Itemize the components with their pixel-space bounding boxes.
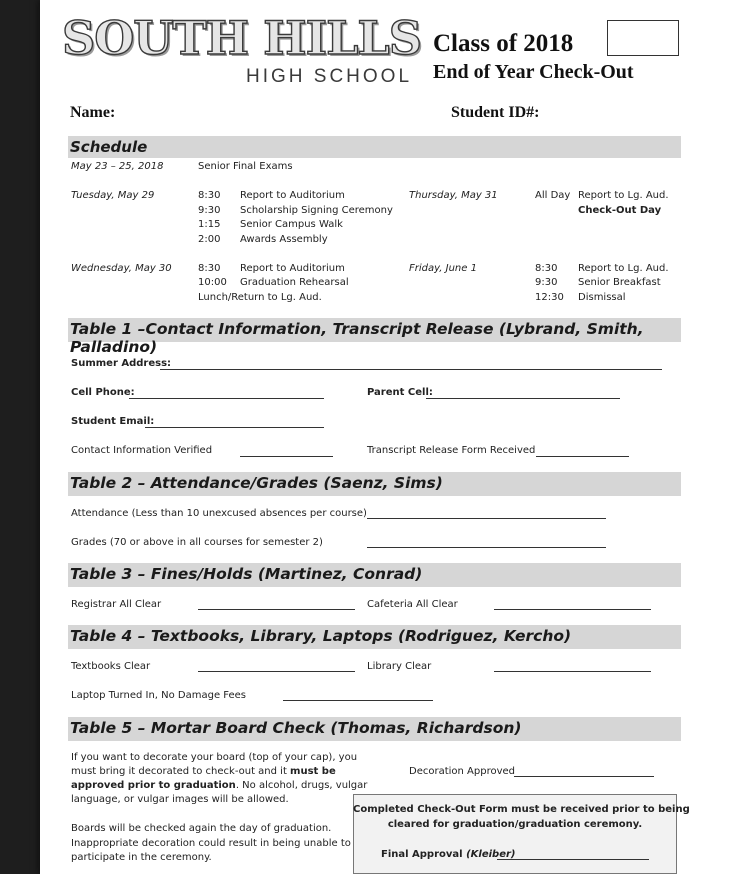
schedule-event: Senior Breakfast	[578, 277, 661, 288]
name-label: Name:	[70, 104, 116, 121]
schedule-event: Report to Auditorium	[240, 263, 345, 274]
mortar-board-text: language, or vulgar images will be allowed.	[71, 794, 289, 805]
schedule-time: 12:30	[535, 292, 564, 303]
final-approval-field[interactable]	[497, 859, 649, 860]
schedule-time: 1:15	[198, 219, 221, 230]
schedule-event: Report to Lg. Aud.	[578, 263, 669, 274]
laptop-label: Laptop Turned In, No Damage Fees	[71, 690, 247, 701]
table2-heading-band	[68, 472, 681, 496]
mortar-board-text: If you want to decorate your board (top of your cap), you	[71, 752, 358, 763]
grades-label: Grades (70 or above in all courses for semester 2)	[71, 537, 323, 548]
schedule-heading: Schedule	[70, 138, 148, 156]
decoration-approved-field[interactable]	[514, 776, 654, 777]
schedule-date: Friday, June 1	[409, 263, 477, 274]
summer-address-label: Summer Address:	[71, 358, 172, 369]
laptop-field[interactable]	[283, 700, 433, 701]
student-email-label: Student Email:	[71, 416, 155, 427]
table4-heading-band	[68, 625, 681, 649]
student-id-label: Student ID#:	[451, 104, 540, 121]
school-logo-subtitle: HIGH SCHOOL	[246, 66, 413, 87]
schedule-time: 9:30	[535, 277, 558, 288]
schedule-event: Report to Auditorium	[240, 190, 345, 201]
transcript-release-field[interactable]	[536, 456, 629, 457]
transcript-release-label: Transcript Release Form Received	[367, 445, 536, 456]
schedule-event: Graduation Rehearsal	[240, 277, 349, 288]
schedule-event: Report to Lg. Aud.	[578, 190, 669, 201]
cafeteria-field[interactable]	[494, 609, 651, 610]
schedule-event: Awards Assembly	[240, 234, 328, 245]
schedule-time: 10:00	[198, 277, 227, 288]
schedule-time: All Day	[535, 190, 571, 201]
school-logo-title: SOUTH HILLS	[62, 11, 421, 65]
completion-note: Completed Check-Out Form must be received prior to being	[353, 804, 690, 815]
table3-heading-band	[68, 563, 681, 587]
schedule-time: 8:30	[198, 263, 221, 274]
library-field[interactable]	[494, 671, 651, 672]
parent-cell-label: Parent Cell:	[367, 387, 433, 398]
schedule-date: May 23 – 25, 2018	[71, 161, 164, 172]
attendance-label: Attendance (Less than 10 unexcused absences per course)	[71, 508, 367, 519]
attendance-field[interactable]	[367, 518, 606, 519]
mortar-board-note: participate in the ceremony.	[71, 852, 212, 863]
schedule-event: Check-Out Day	[578, 205, 662, 216]
schedule-event: Dismissal	[578, 292, 626, 303]
schedule-time: 8:30	[535, 263, 558, 274]
schedule-time: 9:30	[198, 205, 221, 216]
textbooks-field[interactable]	[198, 671, 355, 672]
parent-cell-field[interactable]	[426, 398, 620, 399]
mortar-board-note: Inappropriate decoration could result in being unable to	[71, 838, 351, 849]
student-email-field[interactable]	[145, 427, 324, 428]
schedule-event: Scholarship Signing Ceremony	[240, 205, 393, 216]
form-title: End of Year Check-Out	[433, 61, 634, 83]
table5-heading-band	[68, 717, 681, 741]
mortar-board-note: Boards will be checked again the day of graduation.	[71, 823, 332, 834]
contact-verified-field[interactable]	[240, 456, 333, 457]
document-page	[40, 0, 749, 874]
table2-heading: Table 2 – Attendance/Grades (Saenz, Sims)	[70, 474, 443, 492]
schedule-date: Thursday, May 31	[409, 190, 498, 201]
decoration-approved-label: Decoration Approved	[409, 766, 516, 777]
grades-field[interactable]	[367, 547, 606, 548]
table3-heading: Table 3 – Fines/Holds (Martinez, Conrad)	[70, 565, 423, 583]
library-label: Library Clear	[367, 661, 432, 672]
cafeteria-label: Cafeteria All Clear	[367, 599, 458, 610]
mortar-board-text: approved prior to graduation. No alcohol, drugs, vulgar	[71, 780, 368, 791]
office-use-box	[607, 20, 679, 56]
table1-heading: Table 1 –Contact Information, Transcript Release (Lybrand, Smith, Palladino)	[70, 320, 644, 356]
schedule-time: 8:30	[198, 190, 221, 201]
schedule-event: Lunch/Return to Lg. Aud.	[198, 292, 322, 303]
class-title: Class of 2018	[433, 30, 574, 57]
registrar-label: Registrar All Clear	[71, 599, 162, 610]
schedule-event: Senior Campus Walk	[240, 219, 343, 230]
schedule-date: Tuesday, May 29	[71, 190, 155, 201]
table5-heading: Table 5 – Mortar Board Check (Thomas, Richardson)	[70, 719, 522, 737]
contact-verified-label: Contact Information Verified	[71, 445, 213, 456]
registrar-field[interactable]	[198, 609, 355, 610]
summer-address-field[interactable]	[160, 369, 662, 370]
mortar-board-text: must bring it decorated to check-out and it must be	[71, 766, 336, 777]
schedule-date: Wednesday, May 30	[71, 263, 172, 274]
table1-heading-band	[68, 318, 681, 356]
cell-phone-label: Cell Phone:	[71, 387, 135, 398]
cell-phone-field[interactable]	[129, 398, 324, 399]
final-approval-label: Final Approval (Kleiber)	[381, 849, 516, 860]
schedule-event: Senior Final Exams	[198, 161, 293, 172]
schedule-time: 2:00	[198, 234, 221, 245]
schedule-heading-band	[68, 136, 681, 158]
completion-note: cleared for graduation/graduation ceremony.	[387, 819, 643, 830]
table4-heading: Table 4 – Textbooks, Library, Laptops (Rodriguez, Kercho)	[70, 627, 572, 645]
textbooks-label: Textbooks Clear	[71, 661, 151, 672]
